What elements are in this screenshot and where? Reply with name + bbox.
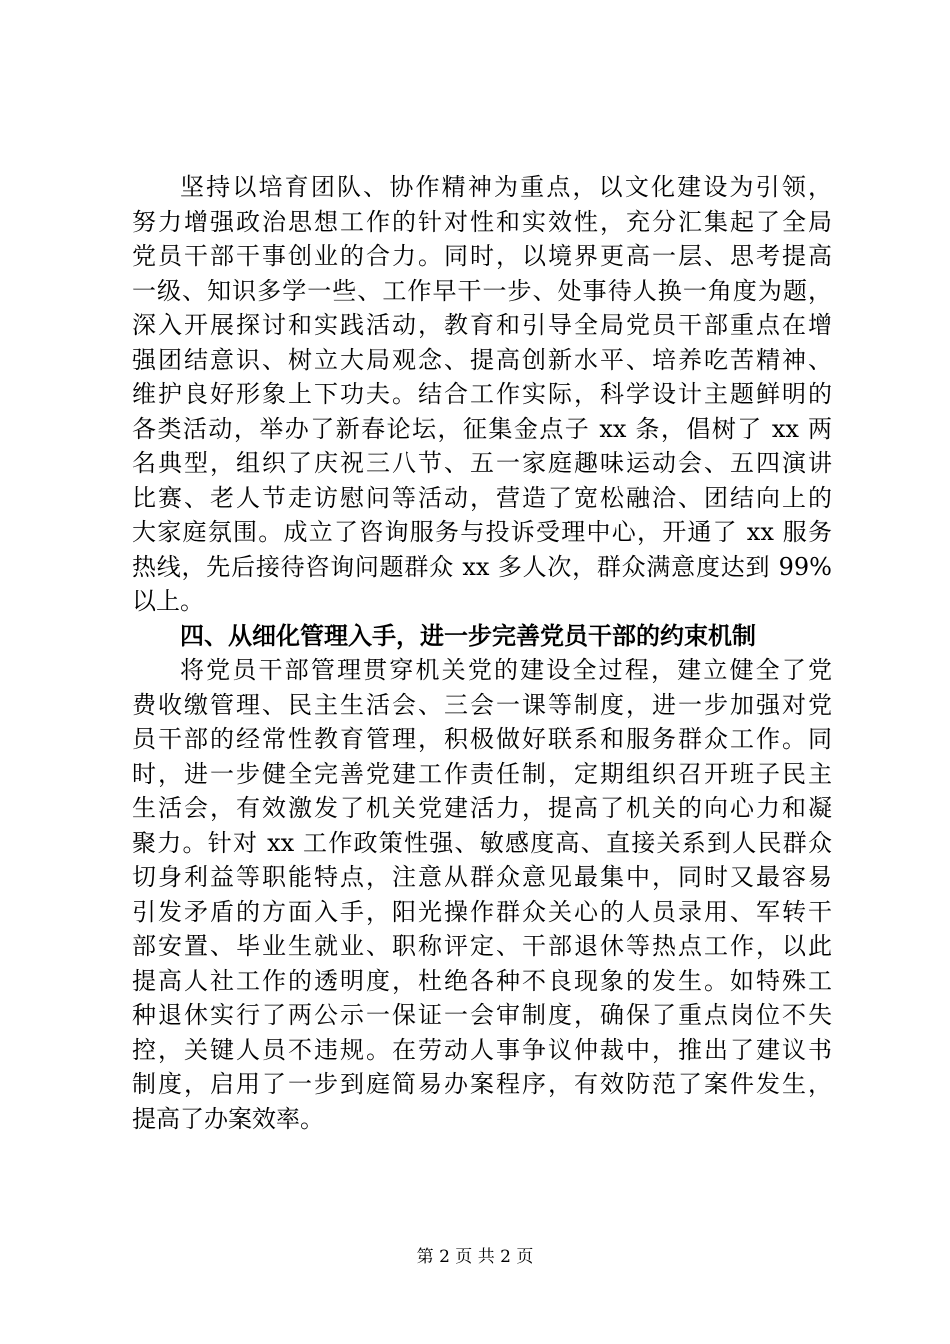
paragraph-line: 大家庭氛围。成立了咨询服务与投诉受理中心，开通了 xx 服务: [132, 518, 832, 546]
paragraph-line: 一级、知识多学一些、工作早干一步、处事待人换一角度为题，: [132, 276, 832, 305]
paragraph-line: 种退休实行了两公示一保证一会审制度，确保了重点岗位不失: [132, 1001, 832, 1029]
paragraph-line: 员干部的经常性教育管理，积极做好联系和服务群众工作。同: [132, 725, 832, 753]
paragraph-line: 控，关键人员不违规。在劳动人事争议仲裁中，推出了建议书: [132, 1035, 832, 1064]
paragraph-1: [132, 170, 832, 619]
paragraph-line: 名典型，组织了庆祝三八节、五一家庭趣味运动会、五四演讲: [132, 449, 832, 477]
paragraph-line: 切身利益等职能特点，注意从群众意见最集中，同时又最容易: [132, 863, 832, 891]
paragraph-line: 坚持以培育团队、协作精神为重点，以文化建设为引领，: [180, 173, 832, 201]
paragraph-line: 提高了办案效率。: [132, 1104, 324, 1133]
paragraph-line: 将党员干部管理贯穿机关党的建设全过程，建立健全了党: [180, 656, 832, 684]
document-body: [132, 170, 832, 1136]
paragraph-line: 深入开展探讨和实践活动，教育和引导全局党员干部重点在增: [132, 311, 832, 339]
page-number-footer: 第 2 页 共 2 页: [416, 1247, 534, 1267]
paragraph-line: 聚力。针对 xx 工作政策性强、敏感度高、直接关系到人民群众: [132, 828, 832, 857]
paragraph-line: 生活会，有效激发了机关党建活力，提高了机关的向心力和凝: [132, 794, 832, 822]
paragraph-line: 费收缴管理、民主生活会、三会一课等制度，进一步加强对党: [132, 690, 832, 719]
paragraph-line: 引发矛盾的方面入手，阳光操作群众关心的人员录用、军转干: [132, 897, 832, 926]
section-heading: 四、从细化管理入手，进一步完善党员干部的约束机制: [180, 621, 756, 650]
paragraph-line: 制度，启用了一步到庭简易办案程序，有效防范了案件发生，: [132, 1070, 832, 1098]
paragraph-line: 以上。: [132, 587, 204, 615]
paragraph-line: 比赛、老人节走访慰问等活动，营造了宽松融洽、团结向上的: [132, 483, 832, 512]
paragraph-line: 维护良好形象上下功夫。结合工作实际，科学设计主题鲜明的: [132, 380, 832, 408]
paragraph-line: 党员干部干事创业的合力。同时，以境界更高一层、思考提高: [132, 242, 832, 270]
paragraph-line: 热线，先后接待咨询问题群众 xx 多人次，群众满意度达到 99%: [132, 552, 832, 581]
paragraph-line: 时，进一步健全完善党建工作责任制，定期组织召开班子民主: [132, 759, 832, 788]
paragraph-line: 各类活动，举办了新春论坛，征集金点子 xx 条，倡树了 xx 两: [132, 414, 832, 443]
paragraph-line: 提高人社工作的透明度，杜绝各种不良现象的发生。如特殊工: [132, 966, 832, 995]
paragraph-line: 强团结意识、树立大局观念、提高创新水平、培养吃苦精神、: [132, 345, 832, 374]
paragraph-line: 努力增强政治思想工作的针对性和实效性，充分汇集起了全局: [132, 207, 832, 236]
paragraph-line: 部安置、毕业生就业、职称评定、干部退休等热点工作，以此: [132, 932, 832, 960]
paragraph-2: [132, 653, 832, 1136]
